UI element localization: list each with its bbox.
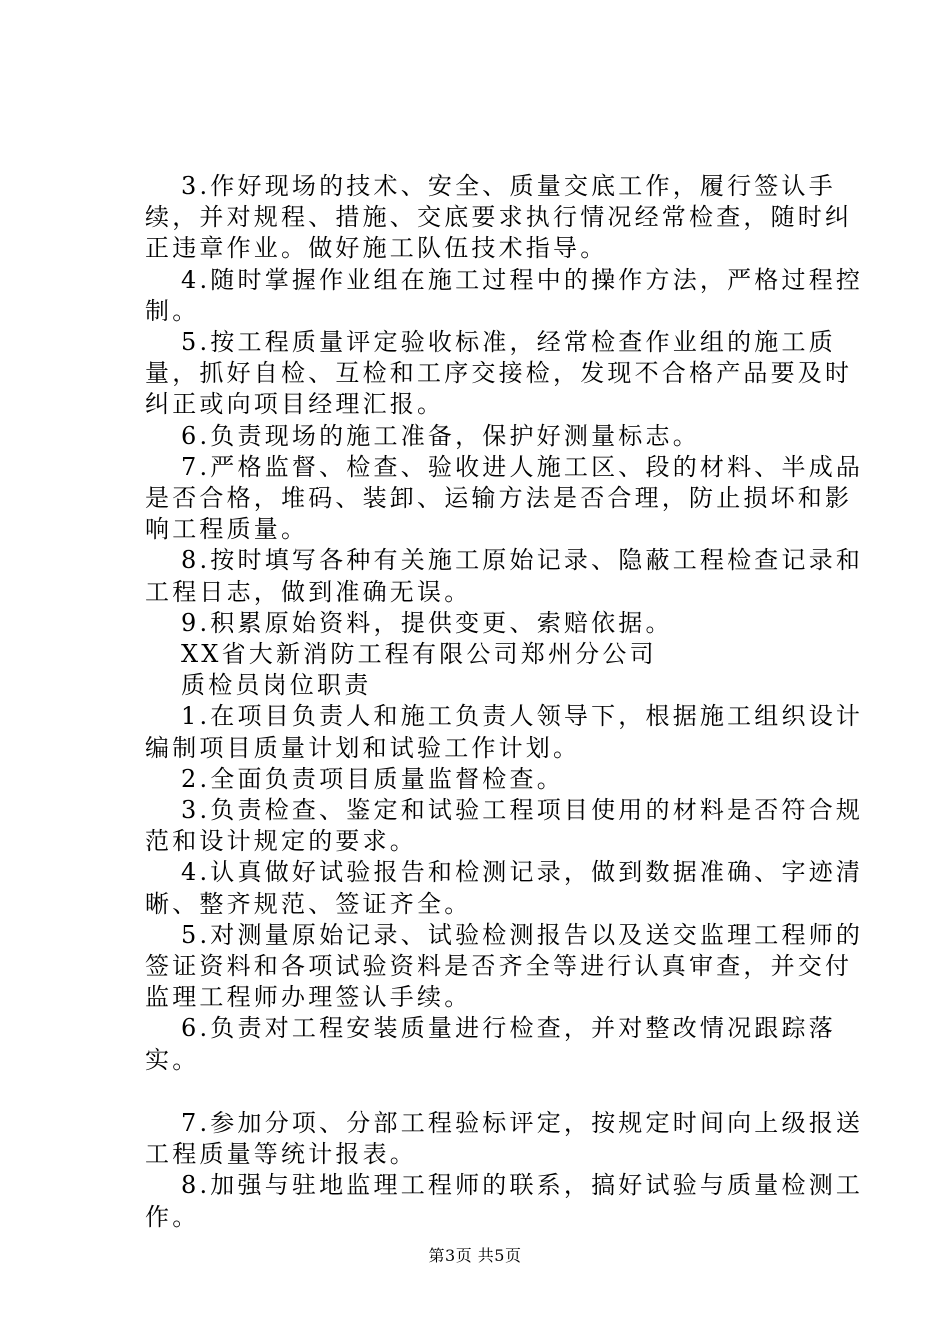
paragraph: 6.负责现场的施工准备，保护好测量标志。: [181, 421, 700, 450]
paragraph: 4.随时掌握作业组在施工过程中的操作方法，严格过程控制。: [145, 265, 864, 325]
document-body: [145, 171, 865, 1233]
paragraph: 4.认真做好试验报告和检测记录，做到数据准确、字迹清晰、整齐规范、签证齐全。: [145, 858, 864, 918]
paragraph: 6.负责对工程安装质量进行检查，并对整改情况跟踪落实。: [145, 1014, 836, 1074]
blank-line: [145, 1076, 865, 1108]
paragraph: 5.按工程质量评定验收标准，经常检查作业组的施工质量，抓好自检、互检和工序交接检，发现不合格产品要及时纠正或向项目经理汇报。: [145, 328, 853, 419]
paragraph: 2.全面负责项目质量监督检查。: [181, 764, 564, 793]
paragraph: 8.按时填写各种有关施工原始记录、隐蔽工程检查记录和工程日志，做到准确无误。: [145, 546, 864, 606]
page-footer: 第3页 共5页: [428, 1246, 522, 1265]
paragraph: 7.参加分项、分部工程验标评定，按规定时间向上级报送工程质量等统计报表。: [145, 1108, 864, 1169]
paragraph: 3.作好现场的技术、安全、质量交底工作，履行签认手续，并对规程、措施、交底要求执行情况经常检查，随时纠正违章作业。做好施工队伍技术指导。: [145, 172, 853, 263]
paragraph: 3.负责检查、鉴定和试验工程项目使用的材料是否符合规范和设计规定的要求。: [145, 796, 864, 856]
paragraph: 7.严格监督、检查、验收进人施工区、段的材料、半成品是否合格，堆码、装卸、运输方法是否合理，防止损坏和影响工程质量。: [145, 452, 864, 544]
company-name: XX省大新消防工程有限公司郑州分公司: [181, 640, 657, 669]
section-heading: 质检员岗位职责: [181, 671, 372, 700]
paragraph: 5.对测量原始记录、试验检测报告以及送交监理工程师的签证资料和各项试验资料是否齐全等进行认真审查，并交付监理工程师办理签认手续。: [145, 920, 864, 1012]
paragraph: 1.在项目负责人和施工负责人领导下，根据施工组织设计编制项目质量计划和试验工作计划。: [145, 702, 864, 762]
paragraph: 9.积累原始资料，提供变更、索赔依据。: [181, 608, 673, 637]
paragraph: 8.加强与驻地监理工程师的联系，搞好试验与质量检测工作。: [145, 1171, 864, 1231]
